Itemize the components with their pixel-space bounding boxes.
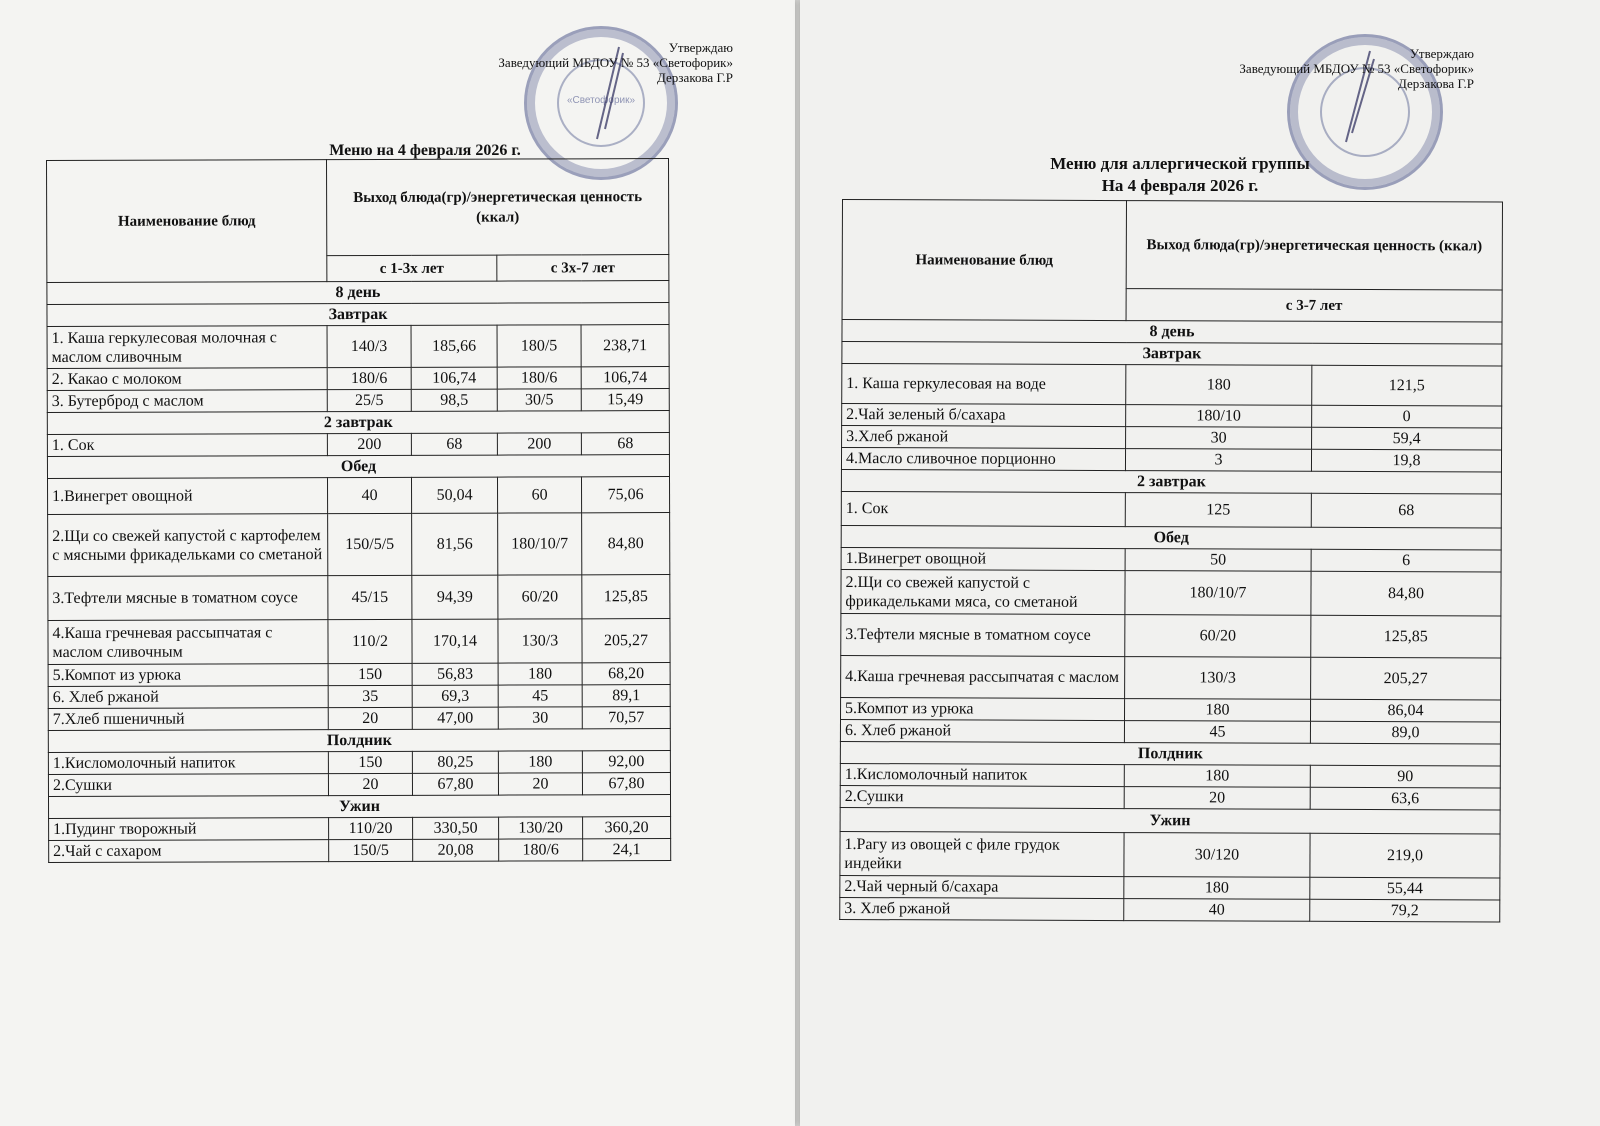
cell-k1: 67,80 <box>412 773 498 795</box>
day-label: 8 день <box>47 281 669 305</box>
cell-y2: 60/20 <box>498 575 582 619</box>
dish-name: 4.Каша гречневая рассыпчатая с маслом сливочным <box>48 620 328 665</box>
cell-y2: 20 <box>498 773 582 795</box>
cell-yield: 60/20 <box>1125 615 1311 658</box>
cell-y1: 150 <box>328 663 412 685</box>
cell-kcal: 219,0 <box>1310 833 1500 878</box>
table-row <box>842 364 1502 407</box>
approval-block-right <box>1160 46 1474 91</box>
cell-y1: 150 <box>328 751 412 773</box>
cell-y1: 140/3 <box>327 325 411 367</box>
cell-k2: 15,49 <box>581 389 669 411</box>
cell-kcal: 55,44 <box>1310 877 1500 900</box>
dish-name: 3. Хлеб ржаной <box>840 897 1124 920</box>
table-row <box>840 719 1500 744</box>
dish-name: 2.Чай черный б/сахара <box>840 875 1124 898</box>
cell-y2: 130/20 <box>499 817 583 839</box>
cell-kcal: 121,5 <box>1312 365 1502 406</box>
page-subtitle-date: На 4 февраля 2026 г. <box>1101 176 1259 195</box>
table-row <box>840 897 1500 922</box>
cell-k1: 80,25 <box>412 751 498 773</box>
cell-y2: 180/10/7 <box>498 513 582 575</box>
section-lunch: Обед <box>47 455 669 479</box>
cell-k1: 56,83 <box>412 663 498 685</box>
cell-k1: 68 <box>411 433 497 455</box>
cell-y1: 110/2 <box>328 619 412 663</box>
cell-yield: 180/10 <box>1126 405 1312 428</box>
day-label: 8 день <box>842 320 1502 345</box>
cell-kcal: 89,0 <box>1310 721 1500 744</box>
page-title: Меню на 4 февраля 2026 г. <box>329 142 521 159</box>
cell-y2: 180 <box>498 663 582 685</box>
table-row <box>840 785 1500 810</box>
cell-yield: 50 <box>1125 549 1311 572</box>
cell-k1: 50,04 <box>411 477 497 513</box>
cell-yield: 180 <box>1126 365 1312 406</box>
cell-kcal: 125,85 <box>1311 615 1501 658</box>
header-age-3-7: с 3-7 лет <box>1126 289 1502 322</box>
cell-k2: 68 <box>581 433 669 455</box>
dish-name: 6. Хлеб ржаной <box>840 719 1124 742</box>
table-row <box>841 655 1501 700</box>
dish-name: 5.Компот из урюка <box>841 697 1125 720</box>
dish-name: 2.Сушки <box>840 785 1124 808</box>
table-row <box>48 477 670 515</box>
table-row <box>840 875 1500 900</box>
dish-name: 5.Компот из урюка <box>48 664 328 687</box>
cell-yield: 45 <box>1124 721 1310 744</box>
table-row <box>48 751 670 775</box>
cell-yield: 180 <box>1124 765 1310 788</box>
table-row <box>840 831 1500 878</box>
dish-name: 1.Винегрет овощной <box>48 478 328 515</box>
section-snack: Полдник <box>48 729 670 753</box>
cell-y1: 20 <box>328 773 412 795</box>
cell-yield: 130/3 <box>1125 657 1311 700</box>
section-snack: Полдник <box>840 741 1500 766</box>
cell-yield: 125 <box>1125 493 1311 528</box>
cell-y2: 180/6 <box>497 367 581 389</box>
approval-line-1: Утверждаю <box>668 40 733 55</box>
cell-k2: 70,57 <box>582 707 670 729</box>
cell-yield: 180 <box>1124 699 1310 722</box>
cell-kcal: 86,04 <box>1310 699 1500 722</box>
cell-k1: 98,5 <box>411 389 497 411</box>
dish-name: 2.Чай с сахаром <box>49 840 329 863</box>
approval-line-1: Утверждаю <box>1409 46 1474 61</box>
cell-y1: 20 <box>328 707 412 729</box>
table-row <box>48 575 670 621</box>
cell-k2: 68,20 <box>582 663 670 685</box>
header-dish-name: Наименование блюд <box>842 200 1126 321</box>
header-dish-name: Наименование блюд <box>47 160 327 283</box>
cell-y2: 30 <box>498 707 582 729</box>
cell-yield: 3 <box>1125 449 1311 472</box>
right-menu-sheet <box>800 0 1600 1126</box>
cell-y2: 30/5 <box>497 389 581 411</box>
cell-y1: 150/5/5 <box>328 513 412 575</box>
cell-kcal: 59,4 <box>1312 427 1502 450</box>
cell-k2: 24,1 <box>583 839 671 861</box>
dish-name: 2. Какао с молоком <box>47 368 327 391</box>
section-dinner: Ужин <box>840 807 1500 834</box>
left-menu-sheet <box>0 0 795 1126</box>
cell-yield: 30/120 <box>1124 833 1310 878</box>
cell-k2: 106,74 <box>581 367 669 389</box>
table-row <box>48 773 670 797</box>
dish-name: 3.Тефтели мясные в томатном соусе <box>841 613 1125 656</box>
table-row <box>49 839 671 863</box>
cell-y2: 180 <box>498 751 582 773</box>
table-row <box>841 613 1501 658</box>
cell-k2: 238,71 <box>581 325 669 367</box>
cell-kcal: 205,27 <box>1311 657 1501 700</box>
dish-name: 2.Щи со свежей капустой с картофелем с мясными фрикадельками со сметаной <box>48 514 328 577</box>
cell-kcal: 19,8 <box>1311 449 1501 472</box>
dish-name: 3. Бутерброд с маслом <box>47 390 327 413</box>
cell-yield: 180/10/7 <box>1125 571 1311 616</box>
section-dinner: Ужин <box>48 795 670 819</box>
cell-k2: 125,85 <box>582 575 670 619</box>
dish-name: 4.Каша гречневая рассыпчатая с маслом <box>841 655 1125 698</box>
cell-k1: 20,08 <box>413 839 499 861</box>
approval-block <box>400 40 733 85</box>
table-row <box>841 448 1501 473</box>
page-title-allergy: Меню для аллергической группы <box>1050 154 1310 173</box>
cell-yield: 20 <box>1124 787 1310 810</box>
dish-name: 2.Щи со свежей капустой с фрикадельками мяса, со сметаной <box>841 569 1125 614</box>
cell-kcal: 68 <box>1311 493 1501 528</box>
stamp-text: «Светофорик» <box>566 95 636 106</box>
table-row <box>842 426 1502 451</box>
cell-y1: 150/5 <box>329 839 413 861</box>
table-row <box>48 685 670 709</box>
dish-name: 1. Сок <box>47 434 327 457</box>
approval-line-2: Заведующий МБДОУ № 53 «Светофорик» <box>498 55 733 70</box>
table-row <box>841 547 1501 572</box>
table-row <box>48 619 670 665</box>
cell-k1: 69,3 <box>412 685 498 707</box>
cell-k1: 170,14 <box>412 619 498 663</box>
table-row <box>842 404 1502 429</box>
header-yield: Выход блюда(гр)/энергетическая ценность (ккал) <box>1126 201 1502 290</box>
approval-line-3: Дерзакова Г.Р <box>1397 76 1474 91</box>
cell-k2: 89,1 <box>582 685 670 707</box>
cell-k2: 67,80 <box>582 773 670 795</box>
table-row <box>48 707 670 731</box>
dish-name: 1.Кисломолочный напиток <box>840 763 1124 786</box>
cell-y2: 60 <box>497 477 581 513</box>
section-lunch: Обед <box>841 525 1501 550</box>
cell-k2: 205,27 <box>582 619 670 663</box>
cell-kcal: 6 <box>1311 549 1501 572</box>
dish-name: 1.Рагу из овощей с филе грудок индейки <box>840 831 1124 876</box>
cell-kcal: 90 <box>1310 765 1500 788</box>
cell-k2: 84,80 <box>582 513 670 575</box>
cell-k1: 81,56 <box>412 513 498 575</box>
header-age-3-7: с 3х-7 лет <box>497 255 669 282</box>
cell-k1: 106,74 <box>411 367 497 389</box>
cell-y2: 45 <box>498 685 582 707</box>
table-row <box>48 663 670 687</box>
cell-kcal: 63,6 <box>1310 787 1500 810</box>
table-row <box>48 513 670 577</box>
cell-y1: 180/6 <box>327 367 411 389</box>
dish-name: 1. Каша геркулесовая молочная с маслом сливочным <box>47 326 327 369</box>
dish-name: 3.Хлеб ржаной <box>842 426 1126 449</box>
dish-name: 1.Винегрет овощной <box>841 547 1125 570</box>
cell-y1: 40 <box>327 477 411 513</box>
cell-k1: 47,00 <box>412 707 498 729</box>
table-row <box>47 367 669 391</box>
table-row <box>47 433 669 457</box>
dish-name: 6. Хлеб ржаной <box>48 686 328 709</box>
cell-k2: 360,20 <box>583 817 671 839</box>
cell-y2: 130/3 <box>498 619 582 663</box>
section-breakfast2: 2 завтрак <box>47 411 669 435</box>
cell-y1: 200 <box>327 433 411 455</box>
cell-kcal: 0 <box>1312 405 1502 428</box>
table-row <box>841 569 1501 616</box>
cell-yield: 30 <box>1126 427 1312 450</box>
cell-y1: 35 <box>328 685 412 707</box>
cell-kcal: 79,2 <box>1310 899 1500 922</box>
cell-y2: 200 <box>497 433 581 455</box>
cell-k1: 185,66 <box>411 325 497 367</box>
cell-k2: 92,00 <box>582 751 670 773</box>
cell-k1: 330,50 <box>413 817 499 839</box>
dish-name: 7.Хлеб пшеничный <box>48 708 328 731</box>
approval-line-2: Заведующий МБДОУ № 53 «Светофорик» <box>1239 61 1474 76</box>
cell-yield: 40 <box>1124 899 1310 922</box>
cell-y1: 110/20 <box>329 817 413 839</box>
cell-y1: 25/5 <box>327 389 411 411</box>
dish-name: 1. Сок <box>841 491 1125 526</box>
dish-name: 3.Тефтели мясные в томатном соусе <box>48 576 328 621</box>
table-row <box>47 389 669 413</box>
header-age-1-3: с 1-3х лет <box>327 255 497 282</box>
dish-name: 1.Кисломолочный напиток <box>48 752 328 775</box>
table-row <box>49 817 671 841</box>
cell-k2: 75,06 <box>581 477 669 513</box>
section-breakfast: Завтрак <box>842 342 1502 367</box>
table-row <box>47 325 669 369</box>
dish-name: 1.Пудинг творожный <box>49 818 329 841</box>
menu-table-left <box>46 158 671 863</box>
cell-y2: 180/5 <box>497 325 581 367</box>
dish-name: 2.Сушки <box>48 774 328 797</box>
dish-name: 2.Чай зеленый б/сахара <box>842 404 1126 427</box>
cell-y2: 180/6 <box>499 839 583 861</box>
table-row <box>841 491 1501 528</box>
cell-k1: 94,39 <box>412 575 498 619</box>
section-breakfast: Завтрак <box>47 303 669 327</box>
dish-name: 1. Каша геркулесовая на воде <box>842 364 1126 405</box>
section-breakfast2: 2 завтрак <box>841 469 1501 494</box>
cell-kcal: 84,80 <box>1311 571 1501 616</box>
dish-name: 4.Масло сливочное порционно <box>841 448 1125 471</box>
table-row <box>840 763 1500 788</box>
cell-y1: 45/15 <box>328 575 412 619</box>
header-yield: Выход блюда(гр)/энергетическая ценность (ккал) <box>327 159 669 256</box>
table-row <box>841 697 1501 722</box>
menu-table-right <box>839 199 1503 923</box>
approval-line-3: Дерзакова Г.Р <box>656 70 733 85</box>
cell-yield: 180 <box>1124 877 1310 900</box>
